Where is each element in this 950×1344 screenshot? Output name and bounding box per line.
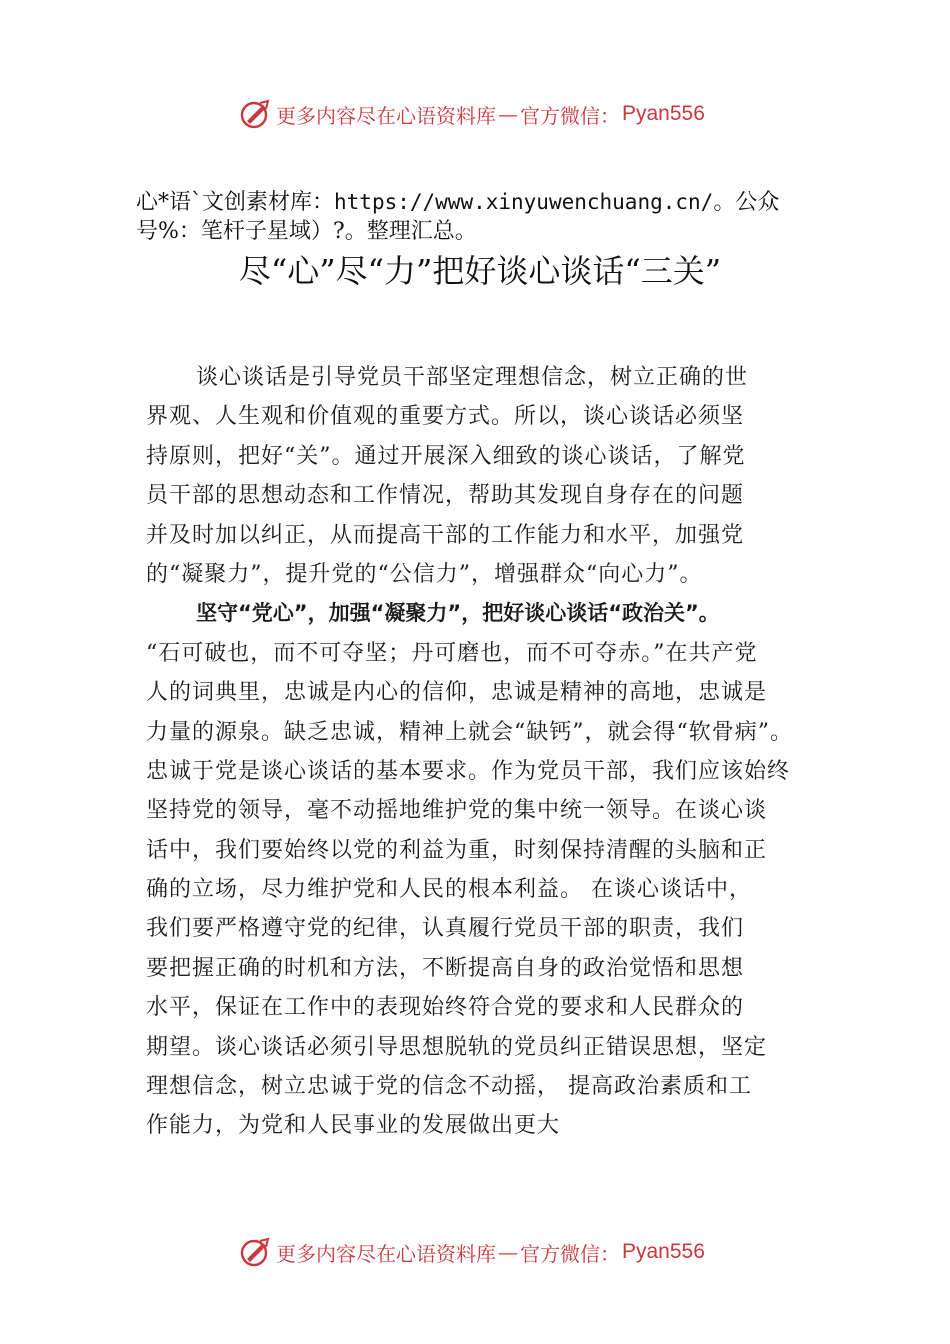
source-url: https://www.xinyuwenchuang.cn/ bbox=[334, 190, 714, 214]
body-line: 理想信念，树立忠诚于党的信念不动摇， 提高政治素质和工 bbox=[146, 1074, 752, 1100]
source-note-suffix: 。公众 bbox=[713, 190, 780, 215]
banner-wechat-label: 官方微信： bbox=[520, 1241, 620, 1266]
banner-text: 更多内容尽在心语资料库 bbox=[276, 103, 496, 128]
banner-separator: — bbox=[498, 102, 518, 126]
document-body bbox=[146, 358, 846, 1146]
source-note-line-1 bbox=[136, 188, 836, 217]
pen-seal-logo-icon bbox=[238, 1235, 272, 1269]
body-line: 确的立场，尽力维护党和人民的根本利益。 在谈心谈话中， bbox=[146, 877, 752, 903]
banner-account: Pyan556 bbox=[622, 102, 705, 125]
body-line: 作能力，为党和人民事业的发展做出更大 bbox=[146, 1113, 561, 1139]
body-line: 我们要严格遵守党的纪律，认真履行党员干部的职责，我们 bbox=[146, 916, 745, 942]
body-line: 人的词典里，忠诚是内心的信仰，忠诚是精神的高地，忠诚是 bbox=[146, 680, 768, 706]
footer-banner bbox=[238, 1232, 738, 1272]
body-line: 水平，保证在工作中的表现始终符合党的要求和人民群众的 bbox=[146, 995, 745, 1021]
header-banner bbox=[238, 94, 738, 134]
body-line: 话中，我们要始终以党的利益为重，时刻保持清醒的头脑和正 bbox=[146, 837, 768, 863]
body-line: “石可破也，而不可夺坚；丹可磨也，而不可夺赤。”在共产党 bbox=[146, 640, 758, 666]
body-line: 持原则，把好“关”。通过开展深入细致的谈心谈话，了解党 bbox=[146, 443, 746, 469]
source-note-prefix: 心*语`文创素材库： bbox=[136, 190, 335, 215]
body-line: 忠诚于党是谈心谈话的基本要求。作为党员干部，我们应该始终 bbox=[146, 758, 791, 784]
banner-text: 更多内容尽在心语资料库 bbox=[276, 1241, 496, 1266]
body-line: 并及时加以纠正，从而提高干部的工作能力和水平，加强党 bbox=[146, 522, 745, 548]
banner-separator: — bbox=[498, 1240, 518, 1264]
body-line: 期望。谈心谈话必须引导思想脱轨的党员纠正错误思想，坚定 bbox=[146, 1034, 768, 1060]
banner-wechat-label: 官方微信： bbox=[520, 103, 620, 128]
body-line: 力量的源泉。缺乏忠诚，精神上就会“缺钙”，就会得“软骨病”。 bbox=[146, 719, 793, 745]
source-note-line-2: 号%：笔杆子星域）?。整理汇总。 bbox=[136, 219, 477, 244]
body-line: 员干部的思想动态和工作情况，帮助其发现自身存在的问题 bbox=[146, 483, 745, 509]
body-line: 坚持党的领导，毫不动摇地维护党的集中统一领导。在谈心谈 bbox=[146, 798, 768, 824]
pen-seal-logo-icon bbox=[238, 97, 272, 131]
banner-account: Pyan556 bbox=[622, 1240, 705, 1263]
body-line: 要把握正确的时机和方法，不断提高自身的政治觉悟和思想 bbox=[146, 955, 745, 981]
body-line: 的“凝聚力”，提升党的“公信力”，增强群众“向心力”。 bbox=[146, 561, 703, 587]
document-title: 尽“心”尽“力”把好谈心谈话“三关” bbox=[238, 252, 722, 290]
source-note bbox=[136, 188, 836, 246]
body-line: 界观、人生观和价值观的重要方式。所以，谈心谈话必须坚 bbox=[146, 404, 745, 430]
body-line: 谈心谈话是引导党员干部坚定理想信念，树立正确的世 bbox=[196, 365, 749, 390]
section-heading: 坚守“党心”，加强“凝聚力”，把好谈心谈话“政治关”。 bbox=[196, 601, 720, 626]
